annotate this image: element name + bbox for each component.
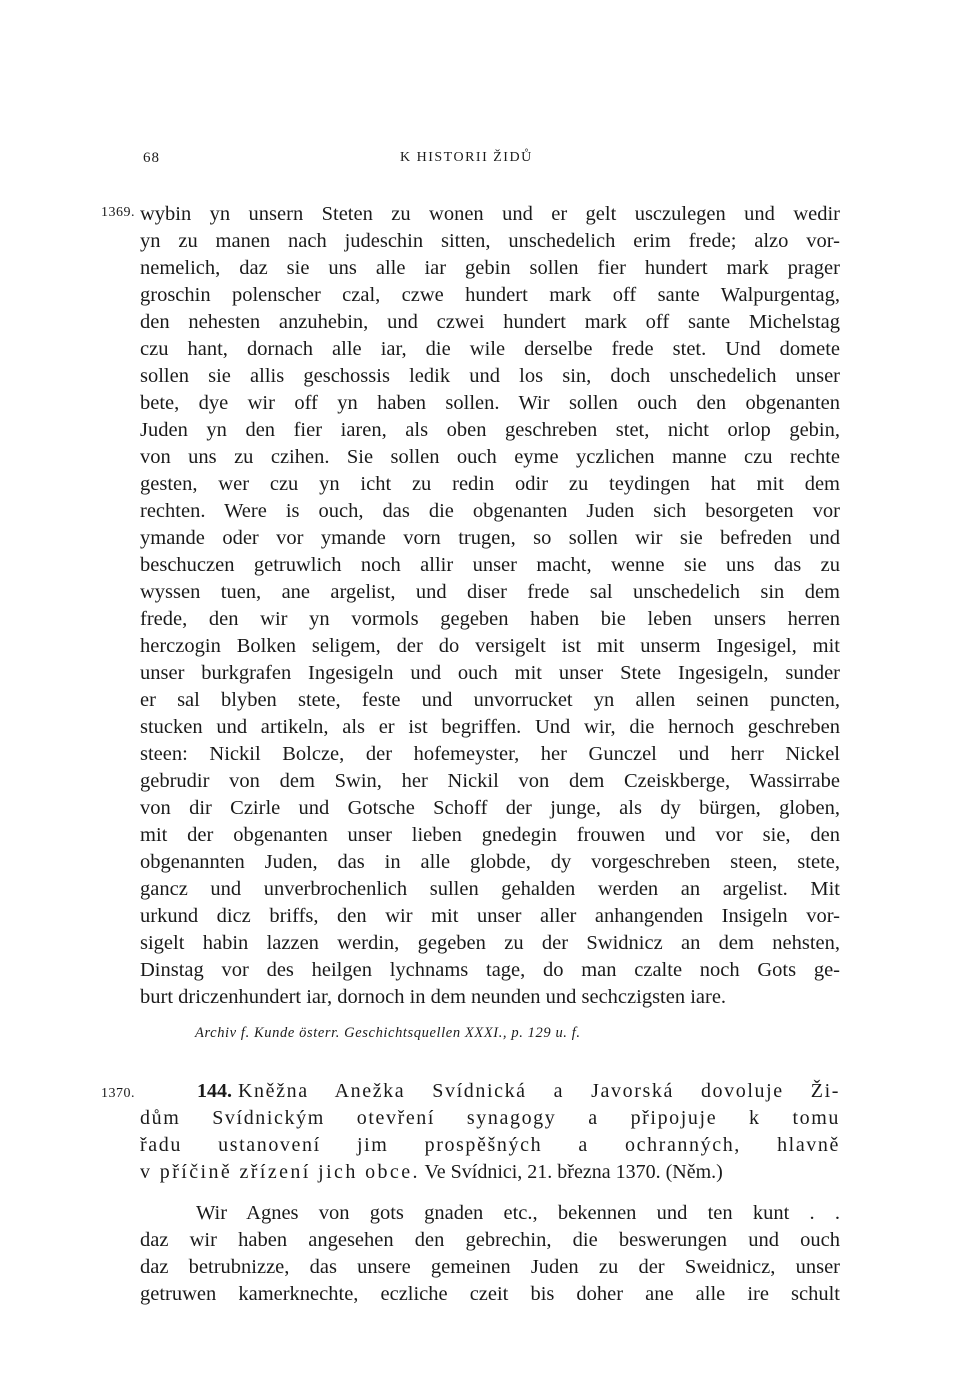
text-line: unser burkgrafen Ingesigeln und ouch mit unser Stete Ingesigeln, sunder <box>140 662 840 684</box>
text-line: ymande oder vor ymande vorn trugen, so sollen wir sie befreden und <box>140 527 840 549</box>
text-line: Wir Agnes von gots gnaden etc., bekennen und ten kunt . . <box>196 1202 840 1224</box>
text-line: nemelich, daz sie uns alle iar gebin sollen fier hundert mark prager <box>140 257 840 279</box>
regest-line <box>140 1159 840 1186</box>
running-head: K HISTORII ŽIDŮ <box>400 150 533 165</box>
document-number: 144. <box>197 1080 232 1102</box>
text-line: yn zu manen nach judeschin sitten, unschedelich erim frede; alzo vor- <box>140 230 840 252</box>
document-text-1369 <box>140 201 840 1011</box>
text-line: obgenannten Juden, das in alle globde, dy vorgeschreben steen, stete, <box>140 851 840 873</box>
document-text-1370 <box>140 1200 840 1308</box>
text-line: wybin yn unsern Steten zu wonen und er gelt usczulegen und wedir <box>140 203 840 225</box>
text-line: gebrudir von dem Swin, her Nickil von dem Czeiskberge, Wassirrabe <box>140 770 840 792</box>
text-line: daz betrubnizze, das unsere gemeinen Juden zu der Sweidnicz, unser <box>140 1256 840 1278</box>
text-line: bete, dye wir off yn haben sollen. Wir sollen ouch den obgenanten <box>140 392 840 414</box>
text-line: Juden yn den fier iaren, als oben geschreben stet, nicht orlop gebin, <box>140 419 840 441</box>
text-line: gancz und unverbrochenlich sullen gehalden werden an argelist. Mit <box>140 878 840 900</box>
source-citation: Archiv f. Kunde österr. Geschichtsquellen XXXI., p. 129 u. f. <box>195 1025 581 1041</box>
text-line: burt driczenhundert iar, dornoch in dem neunden und sechczigsten iare. <box>140 986 727 1008</box>
text-line: mit der obgenanten unser lieben gnedegin frouwen und vor sie, den <box>140 824 840 846</box>
text-line: von uns zu czihen. Sie sollen ouch eyme yczlichen manne czu rechte <box>140 446 840 468</box>
regest-line: řadu ustanovení jim prospěšných a ochranných, hlavně <box>140 1134 840 1156</box>
text-line: Dinstag vor des heilgen lychnams tage, do man czalte noch Gots ge- <box>140 959 840 981</box>
document-regest-144 <box>140 1078 840 1186</box>
text-line: steen: Nickil Bolcze, der hofemeyster, her Gunczel und herr Nickel <box>140 743 840 765</box>
text-line: er sal blyben stete, feste und unvorrucket yn allen seinen puncten, <box>140 689 840 711</box>
text-line: herczogin Bolken seligem, der do versigelt ist mit unserm Ingesigel, mit <box>140 635 840 657</box>
text-line: czu hant, dornach alle iar, die wile derselbe frede stet. Und domete <box>140 338 840 360</box>
regest-line: dům Svídnickým otevření synagogy a připojuje k tomu <box>140 1107 840 1129</box>
text-line: gesten, wer czu yn icht zu redin odir zu teydingen hat mit dem <box>140 473 840 495</box>
text-line: stucken und artikeln, als er ist begriffen. Und wir, die hernoch geschreben <box>140 716 840 738</box>
regest-line <box>140 1078 840 1105</box>
text-line: den nehesten anzuhebin, und czwei hundert mark off sante Michelstag <box>140 311 840 333</box>
regest-text: Kněžna Anežka Svídnická a Javorská dovoluje Ži- <box>238 1080 840 1102</box>
text-line: beschuczen getruwlich noch allir unser macht, wenne sie uns das zu <box>140 554 840 576</box>
text-line: frede, den wir yn vormols gegeben haben bie leben unsers herren <box>140 608 840 630</box>
text-line: sollen sie allis geschossis ledik und los sin, doch unschedelich unser <box>140 365 840 387</box>
text-line: rechten. Were is ouch, das die obgenanten Juden sich besorgeten vor <box>140 500 840 522</box>
regest-text: v příčině zřízení jich obce. <box>140 1161 420 1183</box>
margin-year-1370: 1370. <box>101 1086 135 1101</box>
text-line: urkund dicz briffs, den wir mit unser aller anhangenden Insigeln vor- <box>140 905 840 927</box>
text-line: wyssen tuen, ane argelist, und diser frede sal unschedelich sin dem <box>140 581 840 603</box>
text-line: groschin polenscher czal, czwe hundert mark off sante Walpurgentag, <box>140 284 840 306</box>
text-line: von dir Czirle und Gotsche Schoff der junge, als dy bürgen, globen, <box>140 797 840 819</box>
margin-year-1369: 1369. <box>101 205 135 220</box>
regest-date: Ve Svídnici, 21. března 1370. (Něm.) <box>419 1161 723 1183</box>
text-line: getruwen kamerknechte, eczliche czeit bis doher ane alle ire schult <box>140 1283 840 1305</box>
text-line: sigelt habin lazzen werdin, gegeben zu der Swidnicz an dem nehsten, <box>140 932 840 954</box>
page-number: 68 <box>143 150 160 166</box>
text-line: daz wir haben angesehen den gebrechin, die beswerungen und ouch <box>140 1229 840 1251</box>
